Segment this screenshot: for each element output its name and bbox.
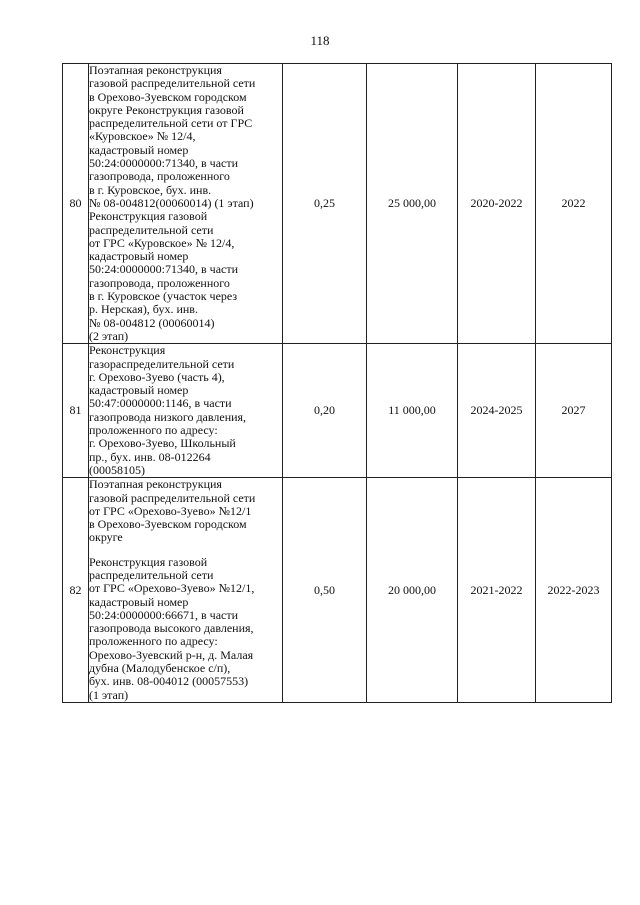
description-line: Поэтапная реконструкция — [89, 477, 222, 492]
description-line: 50:24:0000000:71340, в части — [89, 156, 239, 171]
table-row — [63, 344, 612, 478]
description-line: дубна (Малодубенское с/п), — [89, 661, 231, 676]
page-number: 118 — [310, 33, 330, 48]
length-cell: 0,50 — [283, 478, 367, 703]
description-line: газораспределительной сети — [89, 356, 235, 371]
description-line: кадастровый номер — [89, 383, 189, 398]
period-cell: 2020-2022 — [458, 64, 536, 344]
description-line: Реконструкция — [89, 343, 166, 358]
description-line: газовой распределительной сети — [89, 76, 256, 91]
description-line: от ГРС «Орехово-Зуево» №12/1, — [89, 581, 255, 596]
description-line: от ГРС «Орехово-Зуево» №12/1 — [89, 503, 252, 518]
table-row — [63, 478, 612, 703]
period-cell: 2024-2025 — [458, 344, 536, 478]
description-line: от ГРС «Куровское» № 12/4, — [89, 235, 235, 250]
description-line: проложенного по адресу: — [89, 423, 218, 438]
description-line: в Орехово-Зуевском городском — [89, 89, 247, 104]
description-cell — [89, 344, 283, 478]
description-line: (2 этап) — [89, 328, 129, 343]
description-line: газопровода высокого давления, — [89, 621, 254, 636]
description-line: 50:47:0000000:1146, в части — [89, 396, 232, 411]
description-line: газопровода низкого давления, — [89, 409, 247, 424]
description-line: распределительной сети от ГРС — [89, 116, 253, 131]
description-line: округе — [89, 530, 123, 545]
row-number-cell: 80 — [63, 64, 89, 344]
description-line: р. Нерская), бух. инв. — [89, 302, 198, 317]
description-line: кадастровый номер — [89, 594, 189, 609]
description-line: 50:24:0000000:66671, в части — [89, 607, 239, 622]
amount-cell: 20 000,00 — [367, 478, 458, 703]
description-line: № 08-004812(00060014) (1 этап) — [89, 195, 254, 210]
description-line: округе Реконструкция газовой — [89, 102, 244, 117]
description-line: (1 этап) — [89, 687, 129, 702]
description-line: распределительной сети — [89, 222, 214, 237]
description-line: в г. Куровское, бух. инв. — [89, 182, 212, 197]
description-line: Реконструкция газовой — [89, 554, 208, 569]
description-line: Орехово-Зуевский р-н, д. Малая — [89, 647, 254, 662]
row-number-cell: 81 — [63, 344, 89, 478]
description-line: газопровода, проложенного — [89, 275, 230, 290]
length-cell: 0,25 — [283, 64, 367, 344]
table-row — [63, 64, 612, 344]
length-cell: 0,20 — [283, 344, 367, 478]
description-line: в г. Куровское (участок через — [89, 289, 238, 304]
description-line: пр., бух. инв. 08-012264 — [89, 449, 211, 464]
row-number-cell: 82 — [63, 478, 89, 703]
description-line: «Куровское» № 12/4, — [89, 129, 196, 144]
description-line: бух. инв. 08-004012 (00057553) — [89, 674, 249, 689]
description-line: кадастровый номер — [89, 142, 189, 157]
description-cell — [89, 64, 283, 344]
year-cell: 2022 — [536, 64, 612, 344]
description-line: г. Орехово-Зуево, Школьный — [89, 436, 236, 451]
amount-cell: 25 000,00 — [367, 64, 458, 344]
year-cell: 2022-2023 — [536, 478, 612, 703]
description-line: г. Орехово-Зуево (часть 4), — [89, 369, 225, 384]
description-line: 50:24:0000000:71340, в части — [89, 262, 239, 277]
description-line: проложенного по адресу: — [89, 634, 218, 649]
description-line: (00058105) — [89, 462, 145, 477]
period-cell: 2021-2022 — [458, 478, 536, 703]
description-line: Поэтапная реконструкция — [89, 63, 222, 77]
description-line: газопровода, проложенного — [89, 169, 230, 184]
description-line: в Орехово-Зуевском городском — [89, 517, 247, 532]
amount-cell: 11 000,00 — [367, 344, 458, 478]
description-line: Реконструкция газовой — [89, 209, 208, 224]
description-line: № 08-004812 (00060014) — [89, 315, 215, 330]
description-line: кадастровый номер — [89, 249, 189, 264]
description-line: газовой распределительной сети — [89, 490, 256, 505]
projects-table — [62, 63, 612, 703]
year-cell: 2027 — [536, 344, 612, 478]
description-cell — [89, 478, 283, 703]
description-line: распределительной сети — [89, 567, 214, 582]
